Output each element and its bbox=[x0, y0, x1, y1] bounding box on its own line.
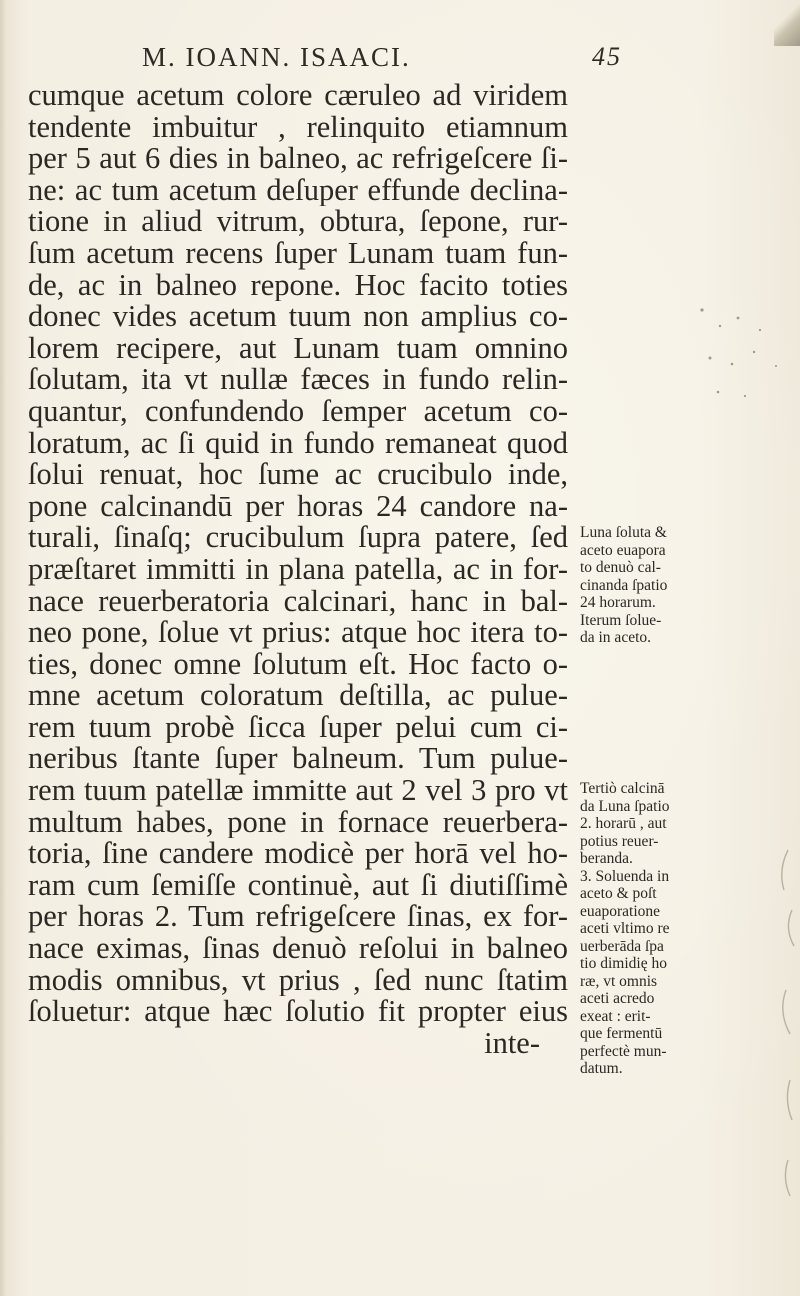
text-line: lorem recipere, aut Lunam tuam omnino bbox=[28, 332, 568, 365]
margin-note-line: aceto & poſt bbox=[580, 885, 657, 902]
text-line: toria, ſine candere modicè per horā vel ho- bbox=[28, 838, 568, 870]
ink-bleed-speckles bbox=[690, 300, 790, 420]
margin-note-line: uerberāda ſpa bbox=[580, 937, 664, 955]
margin-note-line: exeat : erit- bbox=[580, 1007, 651, 1025]
text-line: multum habes, pone in fornace reuerbera- bbox=[28, 806, 568, 839]
catchword: inte- bbox=[484, 1027, 540, 1060]
margin-note-line: da in aceto. bbox=[580, 629, 652, 646]
page-gutter-shadow bbox=[0, 0, 6, 1296]
text-line: quantur, confundendo ſemper acetum co- bbox=[28, 395, 568, 428]
text-line: tendente imbuitur , relinquito etiamnum bbox=[28, 111, 568, 144]
text-line: præſtaret immitti in plana patella, ac in for- bbox=[28, 553, 568, 586]
text-line: tione in aliud vitrum, obtura, ſepone, rur- bbox=[28, 206, 568, 238]
text-line: de, ac in balneo repone. Hoc facito toties bbox=[28, 269, 568, 302]
text-line: ſoluetur: atque hæc ſolutio fit propter eius bbox=[28, 996, 568, 1028]
page-corner-fold bbox=[774, 0, 800, 46]
text-line: ſum acetum recens ſuper Lunam tuam fun- bbox=[28, 237, 568, 270]
page-number: 45 bbox=[592, 42, 622, 71]
margin-note-line: da Luna ſpatio bbox=[580, 797, 670, 815]
main-text-block bbox=[28, 80, 568, 1059]
text-line: nace eximas, ſinas denuò reſolui in balneo bbox=[28, 933, 568, 965]
margin-note-line: perfectè mun- bbox=[580, 1042, 667, 1060]
margin-note-reverberation bbox=[580, 780, 672, 1078]
text-line: ties, donec omne ſolutum eſt. Hoc facto o- bbox=[28, 648, 568, 681]
text-line: ram cum ſemiſſe continuè, aut ſi diutiſſimè bbox=[28, 869, 568, 902]
text-line: ſolutam, ita vt nullæ fæces in fundo relin- bbox=[28, 364, 568, 396]
margin-note-line: Luna ſoluta & bbox=[580, 524, 667, 541]
facing-page-bleed bbox=[770, 840, 800, 1220]
margin-note-line: tio dimidię ho bbox=[580, 955, 667, 972]
text-line: loratum, ac ſi quid in fundo remaneat quod bbox=[28, 427, 568, 460]
text-line: ne: ac tum acetum deſuper effunde declina- bbox=[28, 174, 568, 207]
text-line: per horas 2. Tum refrigeſcere ſinas, ex for- bbox=[28, 901, 568, 934]
margin-note-line: 3. Soluenda in bbox=[580, 867, 670, 885]
text-line: pone calcinandū per horas 24 candore na- bbox=[28, 490, 568, 523]
margin-note-line: potius reuer- bbox=[580, 832, 659, 850]
text-line: neo pone, ſolue vt prius: atque hoc itera to- bbox=[28, 617, 568, 649]
text-line: ſolui renuat, hoc ſume ac crucibulo inde, bbox=[28, 459, 568, 491]
margin-note-calcination bbox=[580, 524, 672, 647]
margin-note-line: que fermentū bbox=[580, 1025, 663, 1042]
page-header bbox=[142, 42, 622, 82]
text-line: turali, ſinaſq; crucibulum ſupra patere, ſed bbox=[28, 522, 568, 554]
margin-note-line: 24 horarum. bbox=[580, 594, 656, 611]
text-line: nace reuerberatoria calcinari, hanc in bal- bbox=[28, 585, 568, 618]
text-line: donec vides acetum tuum non amplius co- bbox=[28, 301, 568, 333]
margin-note-line: aceti vltimo re bbox=[580, 920, 670, 937]
margin-note-line: aceto euapora bbox=[580, 541, 666, 559]
margin-note-line: ræ, vt omnis bbox=[580, 972, 658, 990]
text-line: per 5 aut 6 dies in balneo, ac refrigeſcere ſi- bbox=[28, 143, 568, 175]
text-line: neribus ſtante ſuper balneum. Tum pulue- bbox=[28, 743, 568, 776]
margin-note-line: datum. bbox=[580, 1060, 623, 1077]
margin-note-line: Iterum ſolue- bbox=[580, 611, 662, 629]
margin-note-line: cinanda ſpatio bbox=[580, 576, 668, 594]
margin-note-line: 2. horarū , aut bbox=[580, 815, 667, 832]
text-line: mne acetum coloratum deſtilla, ac pulue- bbox=[28, 680, 568, 712]
margin-note-line: beranda. bbox=[580, 850, 633, 867]
text-line: modis omnibus, vt prius , ſed nunc ſtatim bbox=[28, 964, 568, 997]
text-line: rem tuum probè ſicca ſuper pelui cum ci- bbox=[28, 711, 568, 744]
text-line: cumque acetum colore cæruleo ad viridem bbox=[28, 80, 568, 112]
margin-note-line: aceti acredo bbox=[580, 990, 655, 1007]
margin-note-line: euaporatione bbox=[580, 902, 661, 920]
text-line: rem tuum patellæ immitte aut 2 vel 3 pro vt bbox=[28, 775, 568, 807]
margin-note-line: Tertiò calcinā bbox=[580, 780, 665, 797]
margin-note-line: to denuò cal- bbox=[580, 559, 661, 576]
running-title: M. IOANN. ISAACI. bbox=[142, 42, 411, 72]
